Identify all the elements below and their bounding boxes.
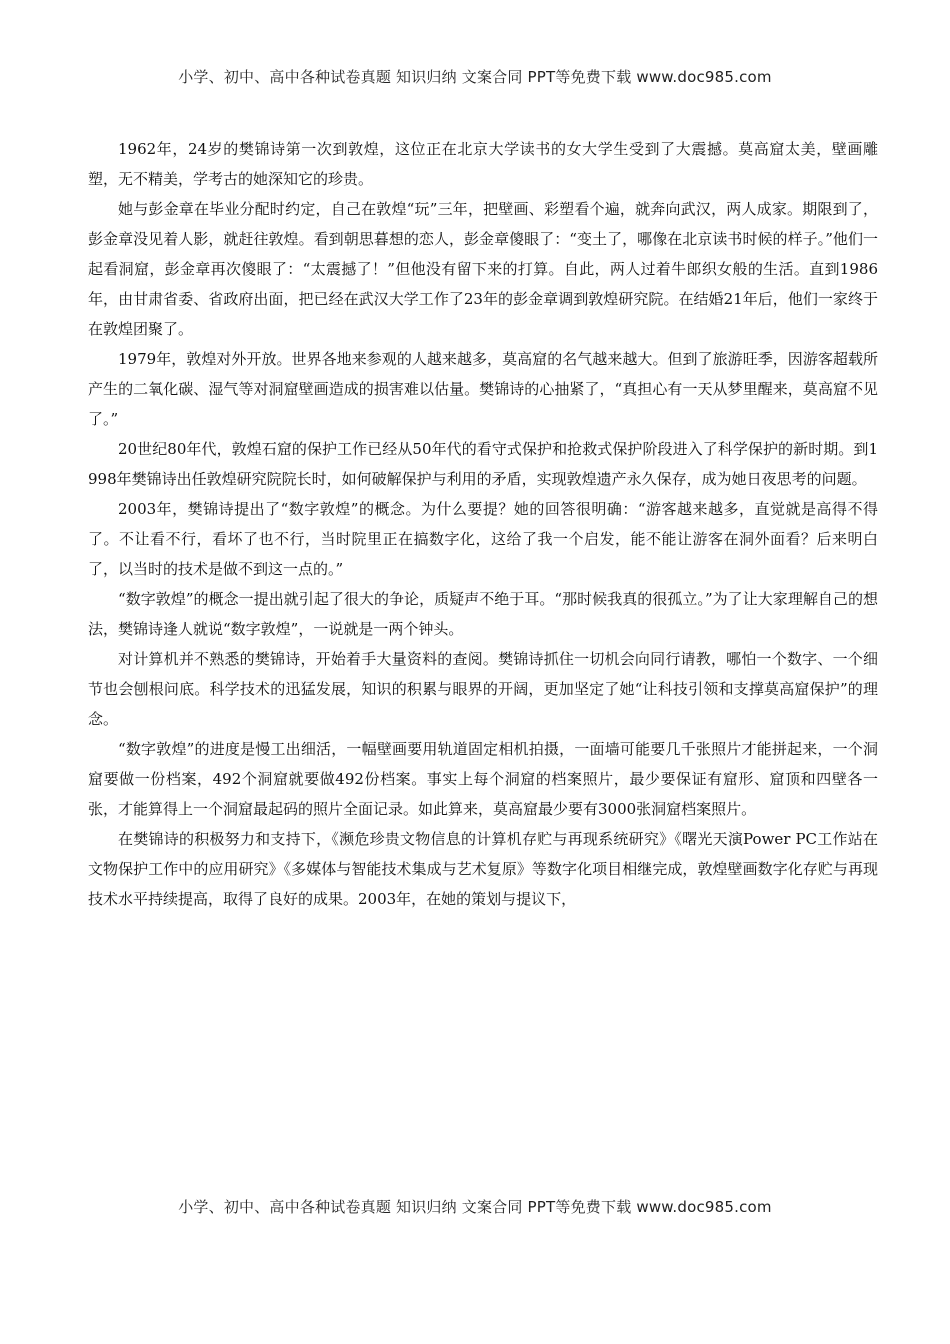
paragraph-9: 在樊锦诗的积极努力和支持下，《濒危珍贵文物信息的计算机存贮与再现系统研究》《曙光天演Power PC工作站在文物保护工作中的应用研究》《多媒体与智能技术集成与艺术复原》等数字化项目相继完成，敦煌壁画数字化存贮与再现技术水平持续提高，取得了良好的成果。2003年，在她的策划与提议下， [88, 830, 878, 908]
paragraph-7: 对计算机并不熟悉的樊锦诗，开始着手大量资料的查阅。樊锦诗抓住一切机会向同行请教，哪怕一个数字、一个细节也会刨根问底。科学技术的迅猛发展，知识的积累与眼界的开阔，更加坚定了她“让科技引领和支撑莫高窟保护”的理念。 [88, 650, 878, 728]
paragraph-8: “数字敦煌”的进度是慢工出细活，一幅壁画要用轨道固定相机拍摄，一面墙可能要几千张照片才能拼起来，一个洞窟要做一份档案，492个洞窟就要做492份档案。事实上每个洞窟的档案照片，最少要保证有窟形、窟顶和四壁各一张，才能算得上一个洞窟最起码的照片全面记录。如此算来，莫高窟最少要有3000张洞窟档案照片。 [88, 740, 878, 818]
paragraph-4: 20世纪80年代，敦煌石窟的保护工作已经从50年代的看守式保护和抢救式保护阶段进入了科学保护的新时期。到1998年樊锦诗出任敦煌研究院院长时，如何破解保护与利用的矛盾，实现敦煌遗产永久保存，成为她日夜思考的问题。 [88, 440, 878, 488]
paragraph-5: 2003年，樊锦诗提出了“数字敦煌”的概念。为什么要提？她的回答很明确：“游客越来越多，直觉就是高得不得了。不让看不行，看坏了也不行，当时院里正在搞数字化，这给了我一个启发，能不能让游客在洞外面看？后来明白了，以当时的技术是做不到这一点的。” [88, 500, 878, 578]
page-header: 小学、初中、高中各种试卷真题 知识归纳 文案合同 PPT等免费下载 www.doc985.com [178, 68, 772, 86]
article-body [88, 134, 878, 914]
paragraph-2: 她与彭金章在毕业分配时约定，自己在敦煌“玩”三年，把壁画、彩塑看个遍，就奔向武汉，两人成家。期限到了，彭金章没见着人影，就赶往敦煌。看到朝思暮想的恋人，彭金章傻眼了：“变土了，哪像在北京读书时候的样子。”他们一起看洞窟，彭金章再次傻眼了：“太震撼了！”但他没有留下来的打算。自此，两人过着牛郎织女般的生活。直到1986年，由甘肃省委、省政府出面，把已经在武汉大学工作了23年的彭金章调到敦煌研究院。在结婚21年后，他们一家终于在敦煌团聚了。 [88, 200, 878, 338]
page-footer: 小学、初中、高中各种试卷真题 知识归纳 文案合同 PPT等免费下载 www.doc985.com [178, 1198, 772, 1216]
paragraph-3: 1979年，敦煌对外开放。世界各地来参观的人越来越多，莫高窟的名气越来越大。但到了旅游旺季，因游客超载所产生的二氧化碳、湿气等对洞窟壁画造成的损害难以估量。樊锦诗的心抽紧了，“真担心有一天从梦里醒来，莫高窟不见了。” [88, 350, 878, 428]
paragraph-1: 1962年，24岁的樊锦诗第一次到敦煌，这位正在北京大学读书的女大学生受到了大震撼。莫高窟太美，壁画雕塑，无不精美，学考古的她深知它的珍贵。 [88, 140, 878, 188]
paragraph-6: “数字敦煌”的概念一提出就引起了很大的争论，质疑声不绝于耳。“那时候我真的很孤立。”为了让大家理解自己的想法，樊锦诗逢人就说“数字敦煌”，一说就是一两个钟头。 [88, 590, 878, 638]
